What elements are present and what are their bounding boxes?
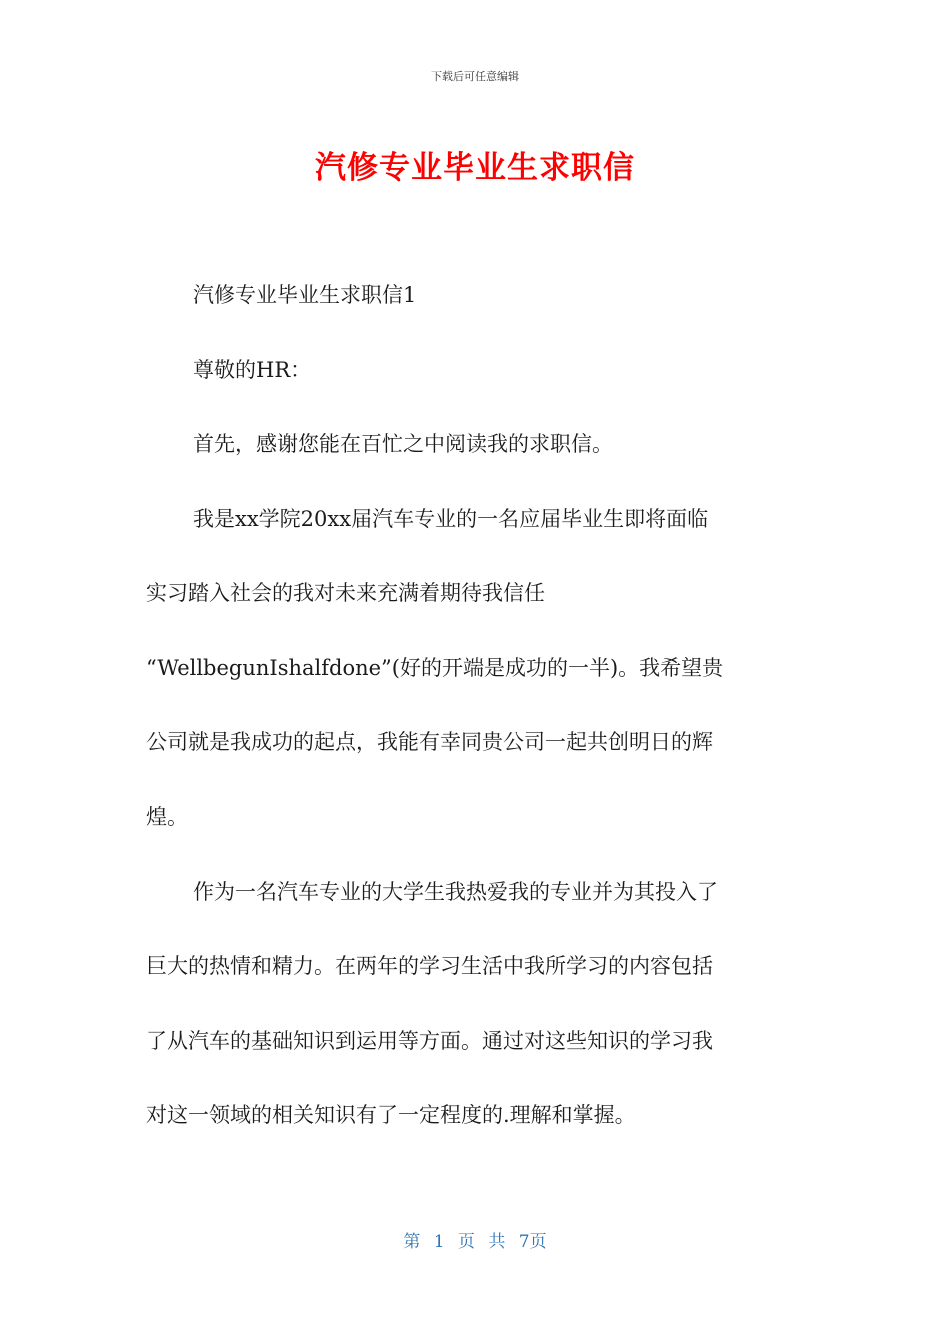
paragraph-line: 作为一名汽车专业的大学生我热爱我的专业并为其投入了	[193, 880, 718, 904]
paragraph-line: 实习踏入社会的我对未来充满着期待我信任	[146, 581, 545, 605]
paragraph-line: 首先，感谢您能在百忙之中阅读我的求职信。	[193, 432, 613, 456]
paragraph-line: 我是xx学院20xx届汽车专业的一名应届毕业生即将面临	[193, 507, 709, 531]
salutation: 尊敬的HR：	[193, 358, 312, 382]
section-heading: 汽修专业毕业生求职信1	[193, 283, 417, 307]
header-note: 下载后可任意编辑	[431, 70, 519, 83]
paragraph-line: 对这一领域的相关知识有了一定程度的.理解和掌握。	[146, 1103, 636, 1127]
paragraph-line: 了从汽车的基础知识到运用等方面。通过对这些知识的学习我	[146, 1029, 713, 1053]
document-title: 汽修专业毕业生求职信	[315, 150, 635, 186]
page-footer: 第 1 页 共 7页	[403, 1232, 547, 1252]
paragraph-line: 巨大的热情和精力。在两年的学习生活中我所学习的内容包括	[146, 954, 713, 978]
paragraph-line: 公司就是我成功的起点，我能有幸同贵公司一起共创明日的辉	[146, 730, 713, 754]
paragraph-line: 煌。	[146, 805, 188, 829]
paragraph-line: “WellbegunIshalfdone”(好的开端是成功的一半)。我希望贵	[146, 656, 724, 680]
